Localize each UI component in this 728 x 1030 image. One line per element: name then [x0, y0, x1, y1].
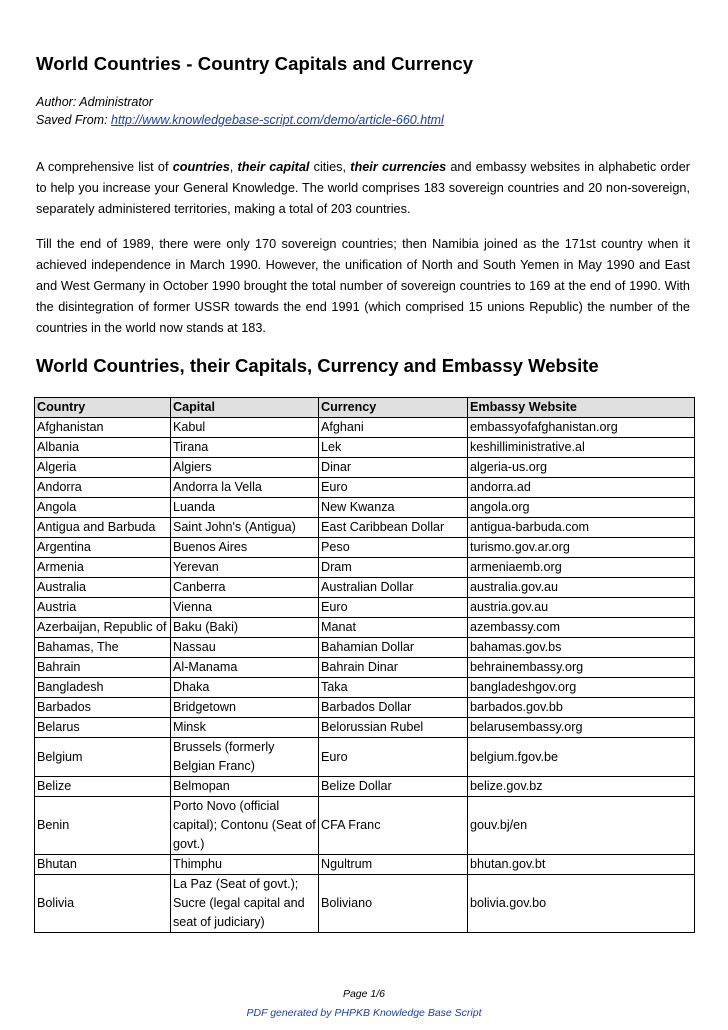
column-header: Country [35, 398, 171, 418]
table-row [35, 618, 695, 638]
capital-cell: Andorra la Vella [171, 478, 319, 498]
intro-paragraph-2: Till the end of 1989, there were only 170 sovereign countries; then Namibia joined as the 171st country when it achieved independence in March 1990. However, the unification of North and South Yemen in May 1990 and East and West Germany in October 1990 brought the total number of sovereign countries to 169 at the end of 1990. With the disintegration of former USSR towards the end 1991 (which comprised 15 unions Republic) the number of the countries in the world now stands at 183. [36, 237, 690, 335]
embassy-website-cell: keshilliministrative.al [468, 438, 695, 458]
currency-cell: Taka [319, 678, 468, 698]
capital-cell: Thimphu [171, 855, 319, 875]
table-row [35, 658, 695, 678]
currency-cell: Australian Dollar [319, 578, 468, 598]
currency-cell: Boliviano [319, 875, 468, 933]
currency-cell: Ngultrum [319, 855, 468, 875]
column-header: Currency [319, 398, 468, 418]
table-row [35, 598, 695, 618]
currency-cell: Afghani [319, 418, 468, 438]
currency-cell: Euro [319, 478, 468, 498]
table-row [35, 777, 695, 797]
table-row [35, 875, 695, 933]
table-row [35, 438, 695, 458]
currency-cell: Manat [319, 618, 468, 638]
embassy-website-cell: antigua-barbuda.com [468, 518, 695, 538]
intro-emphasis: their currencies [350, 160, 447, 174]
currency-cell: Bahrain Dinar [319, 658, 468, 678]
country-cell: Bangladesh [35, 678, 171, 698]
country-cell: Afghanistan [35, 418, 171, 438]
country-cell: Andorra [35, 478, 171, 498]
intro-emphasis: their capital [237, 160, 310, 174]
capital-cell: Buenos Aires [171, 538, 319, 558]
currency-cell: Bahamian Dollar [319, 638, 468, 658]
embassy-website-cell: gouv.bj/en [468, 797, 695, 855]
embassy-website-cell: algeria-us.org [468, 458, 695, 478]
country-cell: Azerbaijan, Republic of [35, 618, 171, 638]
table-row [35, 797, 695, 855]
country-cell: Australia [35, 578, 171, 598]
table-row [35, 498, 695, 518]
embassy-website-cell: barbados.gov.bb [468, 698, 695, 718]
country-cell: Austria [35, 598, 171, 618]
country-cell: Antigua and Barbuda [35, 518, 171, 538]
intro-text: and embassy websites in alphabetic order to help you increase your General Knowledge. The world comprises 183 sovereign countries and 20 non-sovereign, separately administered territories, making a total of 203 countries. [36, 160, 690, 216]
capital-cell: Brussels (formerly Belgian Franc) [171, 738, 319, 777]
table-row [35, 478, 695, 498]
currency-cell: Peso [319, 538, 468, 558]
country-cell: Bolivia [35, 875, 171, 933]
table-row [35, 718, 695, 738]
embassy-website-cell: armeniaemb.org [468, 558, 695, 578]
table-row [35, 638, 695, 658]
table-row [35, 578, 695, 598]
saved-from-line [36, 113, 444, 127]
capital-cell: Saint John's (Antigua) [171, 518, 319, 538]
table-row [35, 418, 695, 438]
embassy-website-cell: bhutan.gov.bt [468, 855, 695, 875]
currency-cell: Dram [319, 558, 468, 578]
country-cell: Bahrain [35, 658, 171, 678]
country-cell: Armenia [35, 558, 171, 578]
country-cell: Belarus [35, 718, 171, 738]
capital-cell: Minsk [171, 718, 319, 738]
currency-cell: Dinar [319, 458, 468, 478]
country-cell: Benin [35, 797, 171, 855]
saved-from-label: Saved From: [36, 113, 108, 127]
currency-cell: Belorussian Rubel [319, 718, 468, 738]
column-header: Embassy Website [468, 398, 695, 418]
source-link[interactable]: http://www.knowledgebase-script.com/demo/article-660.html [111, 113, 444, 127]
intro-text: , [229, 160, 238, 174]
page-number: Page 1/6 [342, 988, 386, 1000]
capital-cell: Nassau [171, 638, 319, 658]
capital-cell: Belmopan [171, 777, 319, 797]
country-cell: Argentina [35, 538, 171, 558]
country-cell: Belgium [35, 738, 171, 777]
embassy-website-cell: belize.gov.bz [468, 777, 695, 797]
embassy-website-cell: australia.gov.au [468, 578, 695, 598]
countries-table [34, 397, 695, 933]
capital-cell: La Paz (Seat of govt.); Sucre (legal capital and seat of judiciary) [171, 875, 319, 933]
table-row [35, 678, 695, 698]
capital-cell: Baku (Baki) [171, 618, 319, 638]
intro-text: cities, [309, 160, 351, 174]
embassy-website-cell: andorra.ad [468, 478, 695, 498]
capital-cell: Porto Novo (official capital); Contonu (Seat of govt.) [171, 797, 319, 855]
capital-cell: Vienna [171, 598, 319, 618]
generated-by-footer: PDF generated by PHPKB Knowledge Base Script [246, 1007, 482, 1019]
embassy-website-cell: bolivia.gov.bo [468, 875, 695, 933]
embassy-website-cell: belgium.fgov.be [468, 738, 695, 777]
table-row [35, 538, 695, 558]
embassy-website-cell: embassyofafghanistan.org [468, 418, 695, 438]
capital-cell: Canberra [171, 578, 319, 598]
table-body [35, 418, 695, 933]
country-cell: Barbados [35, 698, 171, 718]
table-header-row [35, 398, 695, 418]
table-row [35, 518, 695, 538]
currency-cell: CFA Franc [319, 797, 468, 855]
embassy-website-cell: turismo.gov.ar.org [468, 538, 695, 558]
intro-paragraph-1 [36, 157, 690, 220]
currency-cell: Euro [319, 738, 468, 777]
currency-cell: Barbados Dollar [319, 698, 468, 718]
country-cell: Algeria [35, 458, 171, 478]
capital-cell: Al-Manama [171, 658, 319, 678]
capital-cell: Bridgetown [171, 698, 319, 718]
intro-text: A comprehensive list of [36, 160, 173, 174]
currency-cell: Lek [319, 438, 468, 458]
embassy-website-cell: bangladeshgov.org [468, 678, 695, 698]
table-row [35, 458, 695, 478]
capital-cell: Tirana [171, 438, 319, 458]
currency-cell: East Caribbean Dollar [319, 518, 468, 538]
document-title: World Countries - Country Capitals and Currency [36, 53, 474, 74]
embassy-website-cell: behrainembassy.org [468, 658, 695, 678]
country-cell: Belize [35, 777, 171, 797]
country-cell: Bhutan [35, 855, 171, 875]
table-row [35, 738, 695, 777]
country-cell: Angola [35, 498, 171, 518]
embassy-website-cell: azembassy.com [468, 618, 695, 638]
country-cell: Albania [35, 438, 171, 458]
capital-cell: Algiers [171, 458, 319, 478]
embassy-website-cell: angola.org [468, 498, 695, 518]
capital-cell: Kabul [171, 418, 319, 438]
currency-cell: New Kwanza [319, 498, 468, 518]
currency-cell: Euro [319, 598, 468, 618]
capital-cell: Luanda [171, 498, 319, 518]
table-row [35, 698, 695, 718]
column-header: Capital [171, 398, 319, 418]
capital-cell: Dhaka [171, 678, 319, 698]
capital-cell: Yerevan [171, 558, 319, 578]
table-row [35, 558, 695, 578]
section-title: World Countries, their Capitals, Currency and Embassy Website [36, 355, 599, 376]
embassy-website-cell: austria.gov.au [468, 598, 695, 618]
author-line: Author: Administrator [36, 95, 153, 109]
intro-emphasis: countries [172, 160, 230, 174]
country-cell: Bahamas, The [35, 638, 171, 658]
currency-cell: Belize Dollar [319, 777, 468, 797]
table-row [35, 855, 695, 875]
embassy-website-cell: bahamas.gov.bs [468, 638, 695, 658]
embassy-website-cell: belarusembassy.org [468, 718, 695, 738]
